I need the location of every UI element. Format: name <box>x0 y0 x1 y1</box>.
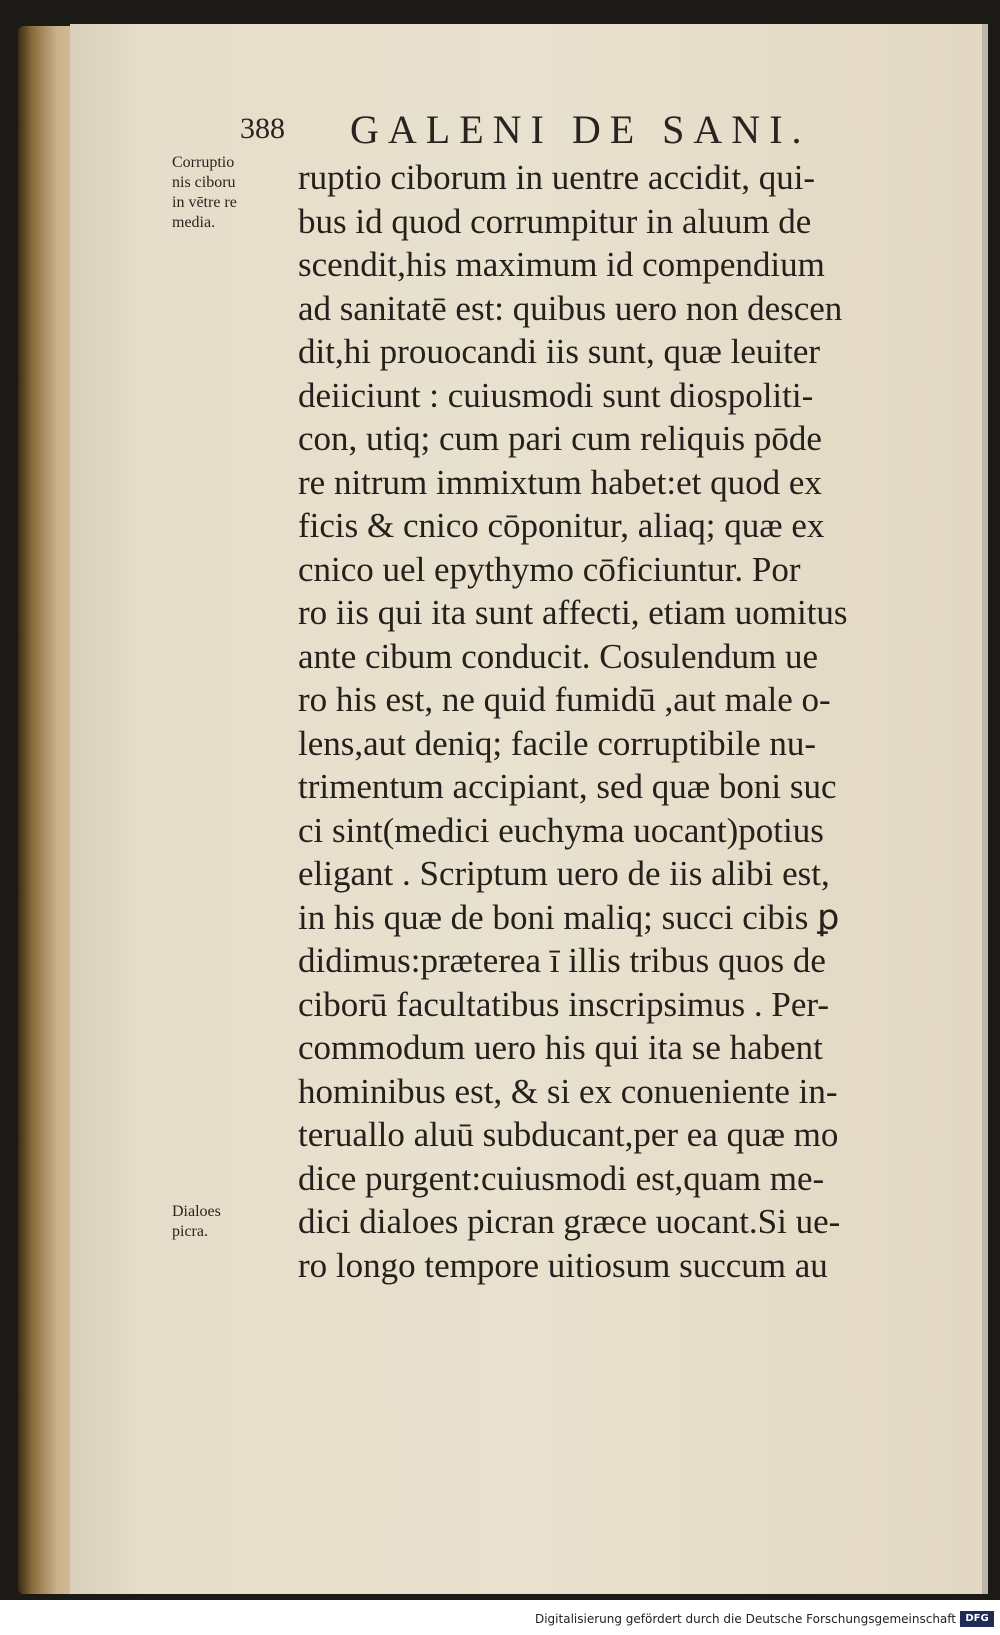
text-line: eligant . Scriptum uero de iis alibi est, <box>298 854 830 893</box>
text-line: dici dialoes picran græce uocant.Si ue- <box>298 1202 841 1241</box>
text-line: didimus:prӕterea ī illis tribus quos de <box>298 941 826 980</box>
margin-note-line: media. <box>172 214 216 231</box>
body-text <box>298 156 948 1287</box>
text-line: commodum uero his qui ita se habent <box>298 1028 823 1067</box>
text-line: re nitrum immixtum habet:et quod ex <box>298 462 822 502</box>
text-line: con, utiq; cum pari cum reliquis pōde <box>298 419 822 458</box>
text-line: deiiciunt : cuiusmodi sunt diospoliti- <box>298 375 814 415</box>
text-line: ad sanitatē est: quibus uero non descen <box>298 288 843 328</box>
text-line: ro iis qui ita sunt affecti, etiam uomitus <box>298 593 848 632</box>
text-line: ci sint(medici euchyma uocant)potius <box>298 810 824 850</box>
text-line: hominibus est, & si ex conueniente in- <box>298 1071 838 1111</box>
text-line: bus id quod corrumpitur in aluum de <box>298 201 812 241</box>
text-line: ro his est, ne quid fumidū ,aut male o- <box>298 680 831 719</box>
dfg-logo: DFG <box>960 1611 994 1627</box>
page-header <box>240 106 880 156</box>
text-line: trimentum accipiant, sed quæ boni suc <box>298 767 837 806</box>
text-line: ficis & cnico cōponitur, aliaq; quæ ex <box>298 506 825 545</box>
running-title: GALENI DE SANI. <box>350 107 811 152</box>
margin-note-line: picra. <box>172 1223 208 1240</box>
text-line: lens,aut deniq; facile corruptibile nu- <box>298 723 817 763</box>
text-line: cnico uel epythymo cōficiuntur. Por <box>298 549 801 589</box>
text-line: ciborū facultatibus inscripsimus . Per- <box>298 984 829 1024</box>
margin-note-line: in vētre re <box>172 194 237 211</box>
footer-credit: Digitalisierung gefördert durch die Deutsche Forschungsgemeinschaft <box>534 1612 956 1626</box>
page-number: 388 <box>240 112 285 145</box>
text-line: ruptio ciborum in uentre accidit, qui- <box>298 158 816 197</box>
text-line: in his quæ de boni maliq; succi cibis ꝑ <box>298 897 840 937</box>
text-line: ante cibum conducit. Cosulendum ue <box>298 636 819 676</box>
text-line: dit,hi prouocandi iis sunt, quæ leuiter <box>298 332 821 371</box>
text-line: teruallo aluū subducant,per ea quæ mo <box>298 1115 839 1154</box>
text-line: scendit,his maximum id compendium <box>298 245 825 284</box>
text-line: dice purgent:cuiusmodi est,quam me- <box>298 1158 825 1198</box>
text-line: ro longo tempore uitiosum succum au <box>298 1245 828 1285</box>
footer-bar <box>0 1600 1000 1635</box>
margin-note <box>172 1202 302 1242</box>
margin-note-line: Dialoes <box>172 1203 221 1220</box>
margin-note-line: nis ciboru <box>172 174 236 191</box>
margin-note <box>172 153 302 233</box>
margin-note-line: Corruptio <box>172 154 235 171</box>
